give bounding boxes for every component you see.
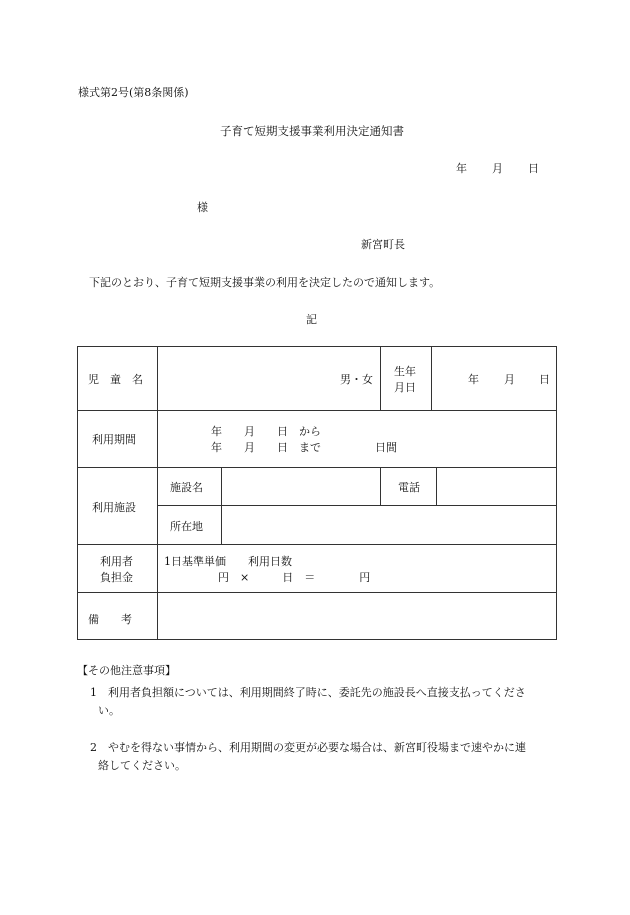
period-days: 日間 bbox=[375, 441, 397, 454]
document-title: 子育て短期支援事業利用決定通知書 bbox=[220, 124, 404, 138]
notes-heading: 【その他注意事項】 bbox=[77, 664, 176, 677]
phone-label: 電話 bbox=[398, 481, 420, 494]
recipient-suffix: 様 bbox=[197, 201, 208, 214]
note-2-line-1: 2 やむを得ない事情から、利用期間の変更が必要な場合は、新宮町役場まで速やかに連 bbox=[90, 741, 526, 754]
birth-year: 年 bbox=[468, 373, 479, 386]
period-line-2: 年 月 日 まで bbox=[211, 441, 321, 454]
period-line-1: 年 月 日 から bbox=[211, 425, 321, 438]
child-name-label: 児 童 名 bbox=[88, 373, 143, 386]
note-1-line-2: い。 bbox=[98, 704, 120, 717]
issuer: 新宮町長 bbox=[361, 238, 405, 251]
date-day: 日 bbox=[528, 162, 539, 175]
facility-label: 利用施設 bbox=[92, 501, 136, 514]
birth-month: 月 bbox=[504, 373, 515, 386]
form-number: 様式第2号(第8条関係) bbox=[78, 86, 189, 99]
period-label: 利用期間 bbox=[92, 433, 136, 446]
remarks-label: 備 考 bbox=[88, 613, 132, 626]
address-label: 所在地 bbox=[170, 520, 203, 533]
birth-label-1: 生年 bbox=[394, 365, 416, 378]
intro-text: 下記のとおり、子育て短期支援事業の利用を決定したので通知します。 bbox=[89, 276, 441, 289]
ki-label: 記 bbox=[306, 313, 317, 326]
burden-line-1: 1日基準単価 利用日数 bbox=[164, 555, 292, 568]
note-2-line-2: 絡してください。 bbox=[98, 759, 186, 772]
note-1-line-1: 1 利用者負担額については、利用期間終了時に、委託先の施設長へ直接支払ってくださ bbox=[90, 686, 526, 699]
date-year: 年 bbox=[456, 162, 467, 175]
decision-table bbox=[77, 346, 557, 640]
birth-label-2: 月日 bbox=[394, 381, 416, 394]
date-month: 月 bbox=[492, 162, 503, 175]
facility-name-label: 施設名 bbox=[170, 481, 203, 494]
birth-day: 日 bbox=[539, 373, 550, 386]
gender-field: 男・女 bbox=[340, 373, 373, 386]
burden-label-2: 負担金 bbox=[100, 571, 133, 584]
burden-line-2: 円 × 日 ＝ 円 bbox=[218, 571, 371, 584]
burden-label-1: 利用者 bbox=[100, 555, 133, 568]
